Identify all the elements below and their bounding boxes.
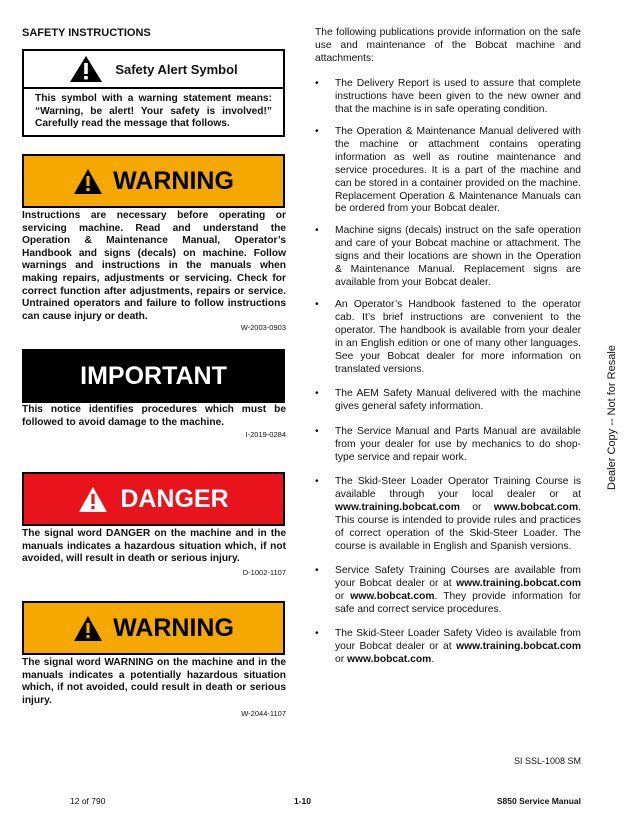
bullet: • bbox=[315, 426, 319, 437]
manual-title: S850 Service Manual bbox=[496, 796, 581, 806]
text-run: or bbox=[335, 590, 351, 602]
list-item-text: The AEM Safety Manual delivered with the machine gives general safety information. bbox=[335, 388, 581, 412]
bullet: • bbox=[315, 299, 319, 310]
list-item-text: The Operation & Maintenance Manual delivered with the machine or attachment contains operating information as well as routine maintenance and service procedures. It is a part of the machine and can be stored in a container provided on the machine. Replacement Operation & Maintenance Manuals can be ordered from your Bobcat dealer. bbox=[335, 126, 581, 215]
bobcat-link[interactable]: www.bobcat.com bbox=[493, 501, 579, 513]
warning-label: WARNING bbox=[113, 166, 234, 195]
danger-text: The signal word DANGER on the machine and in the manuals indicates a hazardous situation which, if not avoided, will result in death or serious injury. bbox=[22, 528, 286, 565]
training-link[interactable]: www.training.bobcat.com bbox=[335, 501, 460, 513]
bobcat-link[interactable]: www.bobcat.com bbox=[347, 653, 432, 665]
bullet: • bbox=[315, 78, 319, 89]
list-item-text: The Service Manual and Parts Manual are available from your dealer for use by mechanics to do shop-type service and repair work. bbox=[335, 426, 581, 463]
warning-code: W-2003-0903 bbox=[240, 323, 286, 332]
bullet: • bbox=[315, 126, 319, 137]
warning-banner-2 bbox=[22, 601, 285, 655]
warning-text-2: The signal word WARNING on the machine and in the manuals indicates a potentially hazardous situation which, if not avoided, could result in death or serious injury. bbox=[22, 657, 286, 706]
list-item-text bbox=[335, 565, 581, 617]
text-run: The Skid-Steer Loader Operator Training Course is available through your local dealer or at bbox=[335, 476, 581, 500]
training-link[interactable]: www.training.bobcat.com bbox=[456, 640, 581, 652]
important-banner bbox=[22, 349, 285, 403]
bullet: • bbox=[315, 476, 319, 487]
section-title: SAFETY INSTRUCTIONS bbox=[22, 27, 151, 39]
publications-list bbox=[315, 0, 581, 817]
bobcat-link[interactable]: www.bobcat.com bbox=[350, 590, 435, 602]
bullet: • bbox=[315, 225, 319, 236]
bullet: • bbox=[315, 628, 319, 639]
dealer-copy-watermark: Dealer Copy -- Not for Resale bbox=[606, 345, 618, 490]
safety-alert-body: This symbol with a warning statement means: “Warning, be alert! Your safety is involved!” Carefully read the message that follows. bbox=[35, 93, 272, 129]
danger-code: D-1002-1107 bbox=[242, 568, 286, 577]
danger-label: DANGER bbox=[120, 484, 229, 513]
reference-code: SI SSL-1008 SM bbox=[513, 756, 581, 766]
training-link[interactable]: www.training.bobcat.com bbox=[456, 577, 581, 589]
list-item-text: The Delivery Report is used to assure that complete instructions have been given to the new owner and that the machine is in safe operating condition. bbox=[335, 78, 581, 115]
text-run: or bbox=[459, 501, 494, 513]
safety-alert-box bbox=[22, 49, 285, 137]
danger-banner bbox=[22, 472, 285, 526]
important-text: This notice identifies procedures which must be followed to avoid damage to the machine. bbox=[22, 404, 286, 428]
warning-text: Instructions are necessary before operating or servicing machine. Read and understand the Operation & Maintenance Manual, Operator’s Handbook and signs (decals) on machine. Follow warnings and instructions in the manuals when making repairs, adjustments or servicing. Check for correct function after adjustments, repairs or service. Untrained operators and failure to follow instructions can cause injury or death. bbox=[22, 210, 286, 322]
warning-banner bbox=[22, 154, 285, 208]
publications-intro: The following publications provide information on the safe use and maintenance of the Bobcat machine and attachments: bbox=[315, 27, 581, 64]
text-run: . They provide information for safe and correct service procedures. bbox=[335, 590, 581, 615]
text-run: or bbox=[335, 653, 348, 665]
list-item-text: An Operator’s Handbook fastened to the operator cab. It’s brief instructions are convenient to the operator. The handbook is available from your dealer in an English edition or one of many other languages. See your Bobcat dealer for more information on translated versions. bbox=[335, 299, 581, 375]
bullet: • bbox=[315, 565, 319, 576]
safety-alert-heading: Safety Alert Symbol bbox=[115, 61, 238, 77]
warning-triangle-icon bbox=[73, 168, 103, 195]
important-label: IMPORTANT bbox=[80, 361, 227, 390]
list-item-text bbox=[335, 628, 581, 667]
text-run: . bbox=[431, 653, 435, 665]
text-run: Service Safety Training Courses are available from your Bobcat dealer or at bbox=[335, 565, 581, 589]
warning-code-2: W-2044-1107 bbox=[241, 709, 286, 718]
bullet: • bbox=[315, 388, 319, 399]
text-run: . This course is intended to provide rules and practices of correct operation of the Skid-Steer Loader. The course is available in English and Spanish versions. bbox=[335, 501, 581, 552]
text-run: The Skid-Steer Loader Safety Video is available from your Bobcat dealer or at bbox=[335, 628, 581, 652]
important-code: I-2019-0284 bbox=[245, 430, 286, 439]
danger-triangle-icon bbox=[78, 486, 108, 513]
list-item-text bbox=[335, 476, 581, 553]
page-count: 12 of 790 bbox=[70, 796, 106, 806]
list-item-text: Machine signs (decals) instruct on the safe operation and care of your Bobcat machine or attachment. The signs and their locations are shown in the Operation & Maintenance Manual. Replacement signs are available from your Bobcat dealer. bbox=[335, 225, 581, 288]
warning-label-2: WARNING bbox=[113, 613, 234, 642]
alert-triangle-icon bbox=[69, 55, 103, 83]
warning-triangle-icon bbox=[73, 615, 103, 642]
page-number: 1-10 bbox=[294, 796, 312, 806]
safety-alert-heading-row bbox=[24, 51, 283, 89]
